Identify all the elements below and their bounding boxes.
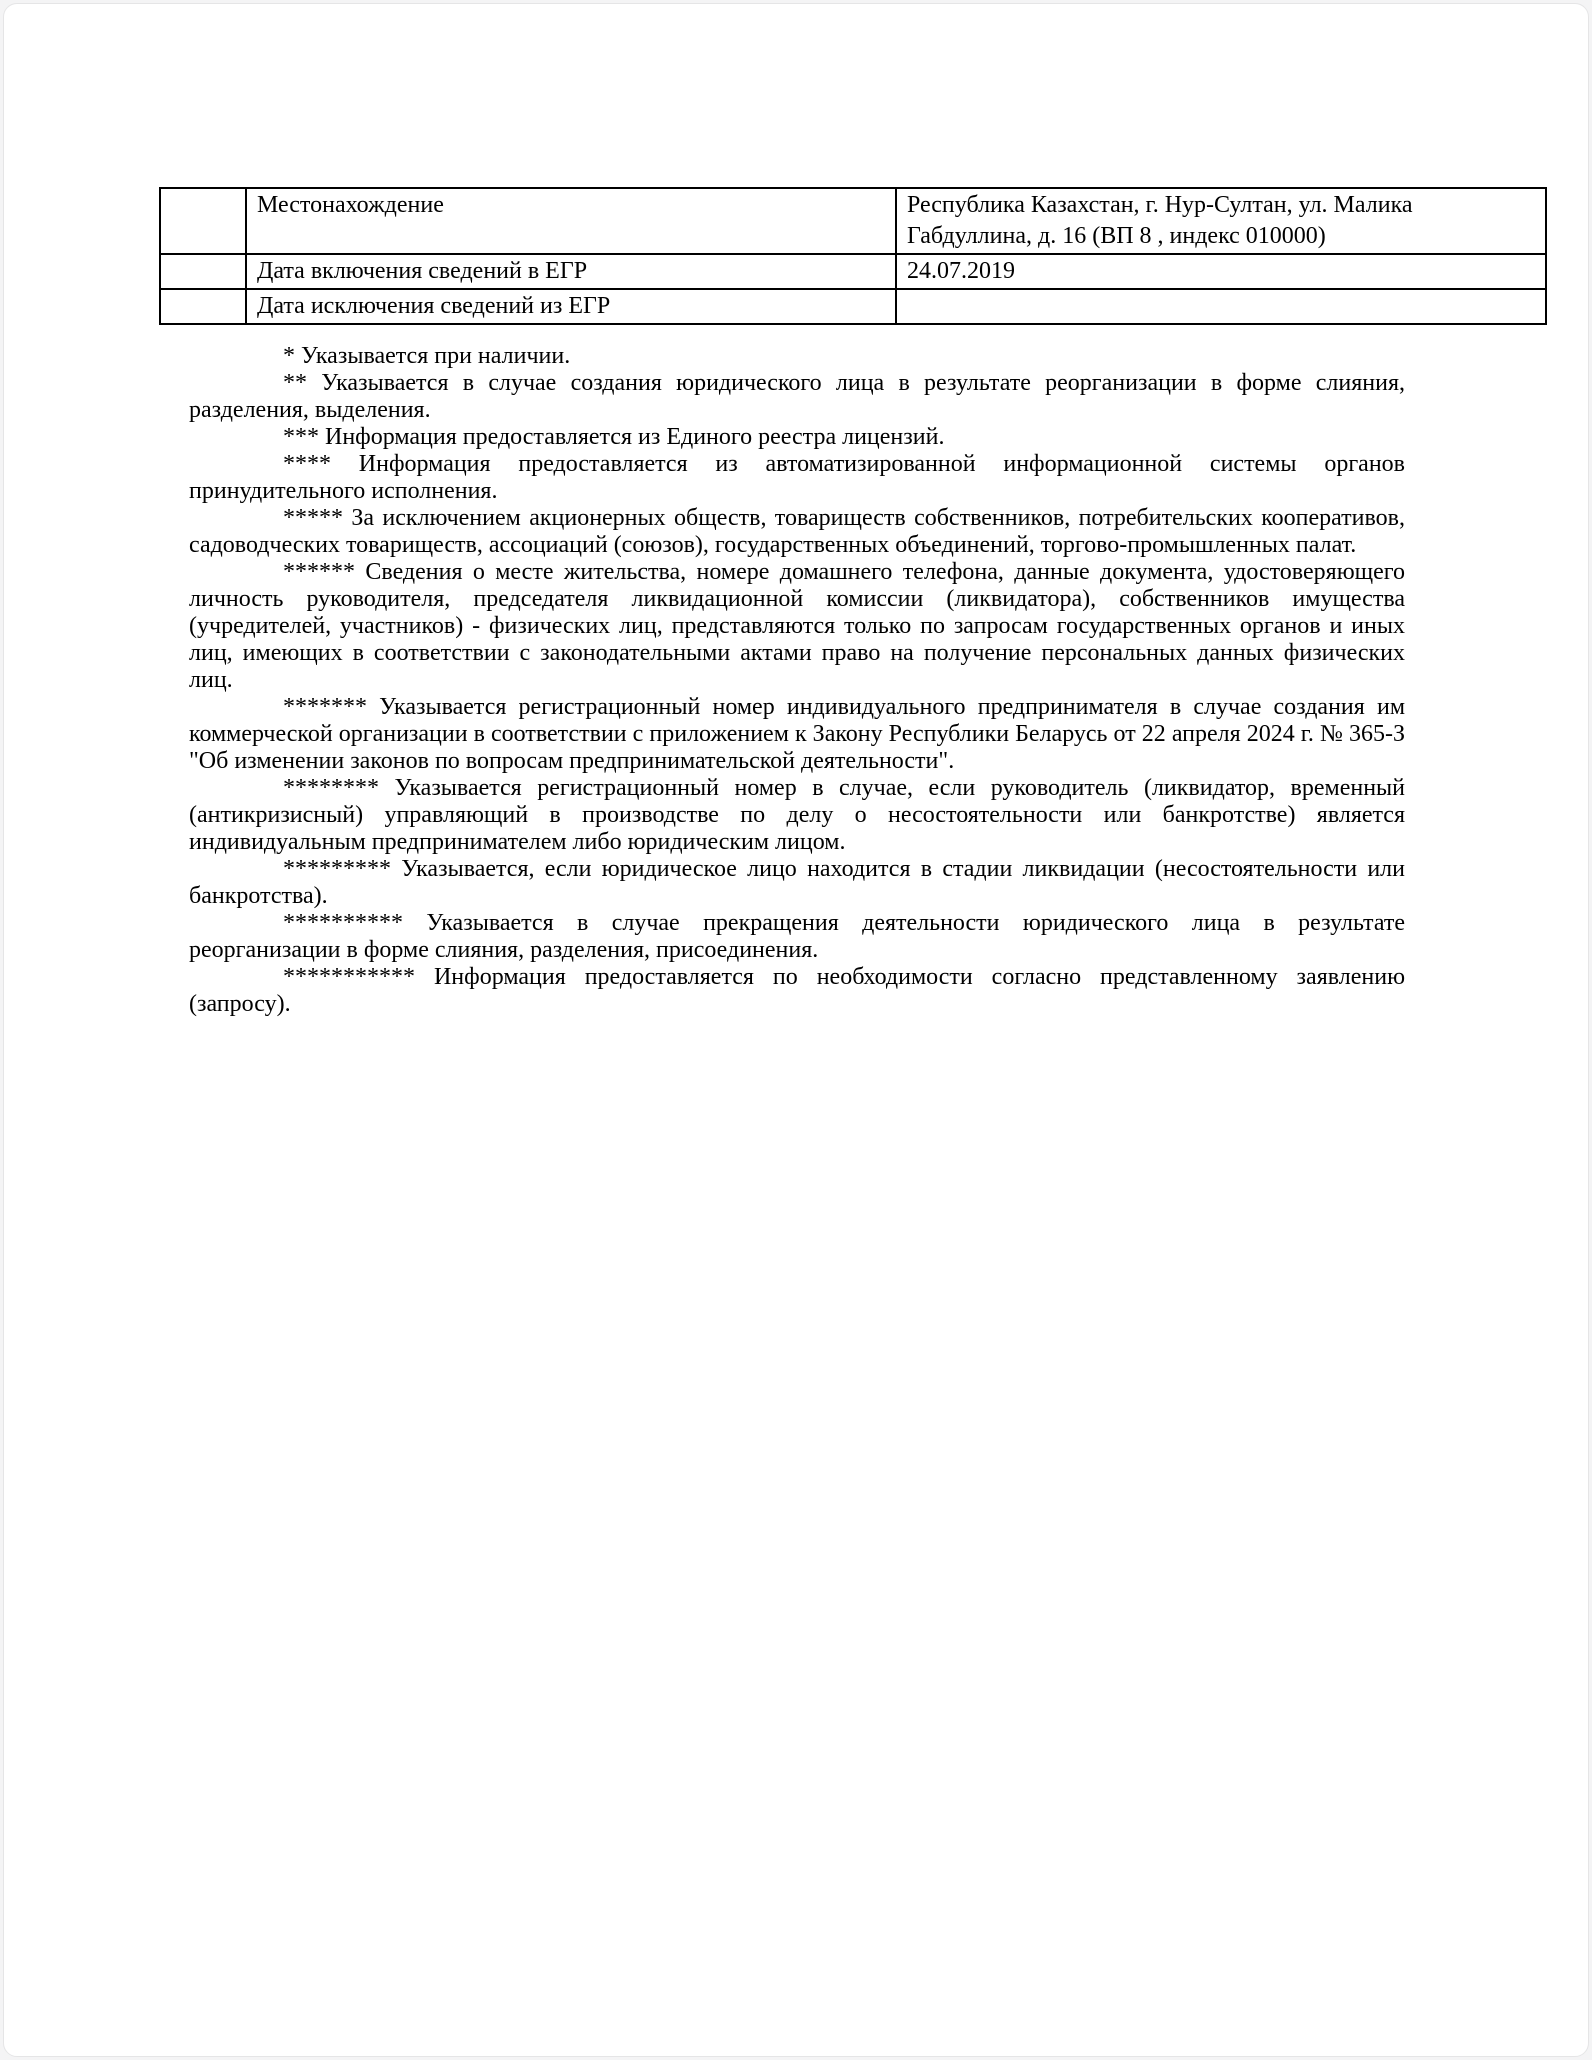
footnote-7: ******* Указывается регистрационный номер индивидуального предпринимателя в случае создания им коммерческой организации в соответствии с приложением к Закону Республики Беларусь от 22 апреля 2024 г. № 365-З "Об изменении законов по вопросам предпринимательской деятельности".	[189, 694, 1405, 774]
footnote-3: *** Информация предоставляется из Единого реестра лицензий.	[283, 424, 945, 450]
table-row-inclusion-date	[160, 254, 1546, 289]
row-value-exclusion-date	[896, 289, 1546, 324]
row-value-inclusion-date: 24.07.2019	[896, 254, 1546, 289]
table-row-location	[160, 188, 1546, 254]
footnote-8: ******** Указывается регистрационный номер в случае, если руководитель (ликвидатор, временный (антикризисный) управляющий в производстве по делу о несостоятельности или банкротстве) является индивидуальным предпринимателем либо юридическим лицом.	[189, 775, 1405, 855]
footnote-5: ***** За исключением акционерных обществ, товариществ собственников, потребительских кооперативов, садоводческих товариществ, ассоциаций (союзов), государственных объединений, торгово-промышленных палат.	[189, 505, 1405, 558]
row-value-location: Республика Казахстан, г. Нур-Султан, ул. Малика Габдуллина, д. 16 (ВП 8 , индекс 010000)	[896, 188, 1546, 254]
footnotes-section	[189, 343, 1405, 1018]
row-label-location: Местонахождение	[246, 188, 896, 254]
row-number-cell	[160, 254, 246, 289]
footnote-11: *********** Информация предоставляется по необходимости согласно представленному заявлению (запросу).	[189, 964, 1405, 1017]
row-label-inclusion-date: Дата включения сведений в ЕГР	[246, 254, 896, 289]
row-label-exclusion-date: Дата исключения сведений из ЕГР	[246, 289, 896, 324]
footnote-2: ** Указывается в случае создания юридического лица в результате реорганизации в форме слияния, разделения, выделения.	[189, 370, 1405, 423]
footnote-4: **** Информация предоставляется из автоматизированной информационной системы органов принудительного исполнения.	[189, 451, 1405, 504]
footnote-6: ****** Сведения о месте жительства, номере домашнего телефона, данные документа, удостоверяющего личность руководителя, председателя ликвидационной комиссии (ликвидатора), собственников имущества (учредителей, участников) - физических лиц, представляются только по запросам государственных органов и иных лиц, имеющих в соответствии с законодательными актами право на получение персональных данных физических лиц.	[189, 559, 1405, 693]
table-row-exclusion-date	[160, 289, 1546, 324]
footnote-10: ********** Указывается в случае прекращения деятельности юридического лица в результате реорганизации в форме слияния, разделения, присоединения.	[189, 910, 1405, 963]
registry-table	[159, 187, 1547, 325]
footnote-1: * Указывается при наличии.	[283, 343, 571, 369]
footnote-9: ********* Указывается, если юридическое лицо находится в стадии ликвидации (несостоятельности или банкротства).	[189, 856, 1405, 909]
document-page	[3, 3, 1589, 2057]
row-number-cell	[160, 188, 246, 254]
row-number-cell	[160, 289, 246, 324]
